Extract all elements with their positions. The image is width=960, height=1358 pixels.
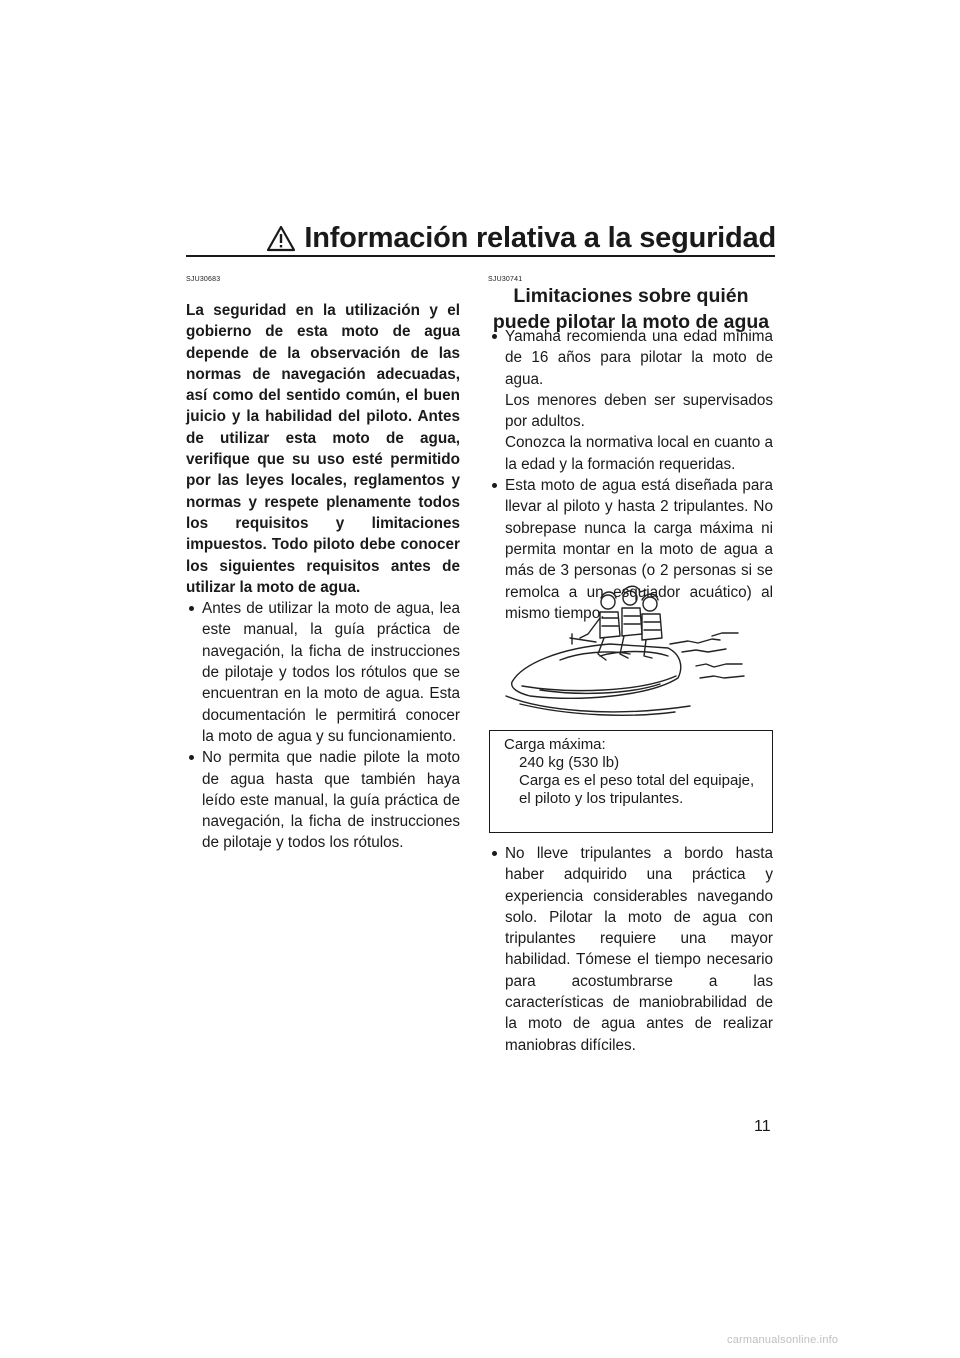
- section-title-line: Limitaciones sobre quién: [513, 285, 749, 307]
- watermark: carmanualsonline.info: [727, 1334, 839, 1346]
- right-bullet-list-2: [489, 843, 773, 1056]
- bullet-line: Los menores deben ser supervisados por adultos.: [505, 391, 773, 431]
- page-title: Información relativa a la seguridad: [304, 222, 776, 254]
- list-item: [489, 326, 773, 475]
- page-number: 11: [754, 1118, 771, 1135]
- section-code: SJU30683: [186, 276, 221, 283]
- section-code: SJU30741: [488, 276, 523, 283]
- capacity-note: Carga es el peso total del equipaje, el piloto y los tripulantes.: [519, 772, 755, 807]
- list-item: Antes de utilizar la moto de agua, lea este manual, la guía práctica de navegación, la ficha de instrucciones de pilotaje y todos los rótulos que se encuentran en la moto de agua. Esta documentación le permitirá conocer la moto de agua y su funcionamiento.: [186, 598, 460, 747]
- header-rule: [186, 255, 775, 257]
- section-title-line: puede pilotar la moto de agua: [492, 311, 770, 333]
- capacity-label: Carga máxima:: [504, 736, 606, 753]
- bullet-line: Conozca la normativa local en cuanto a la edad y la formación requeridas.: [505, 434, 773, 473]
- capacity-value: 240 kg (530 lb): [519, 754, 620, 771]
- list-item: Esta moto de agua está diseñada para llevar al piloto y hasta 2 tripulantes. No sobrepase nunca la carga máxima ni permita montar en la moto de agua a más de 3 personas (o 2 personas si se remolca a un esquiador acuático) al mismo tiempo.: [489, 475, 773, 624]
- left-bullet-list: [186, 598, 460, 854]
- bullet-line: Yamaha recomienda una edad mínima de 16 años para pilotar la moto de agua.: [505, 328, 773, 388]
- page-header: [280, 222, 776, 255]
- watercraft-illustration: [500, 578, 750, 720]
- right-column-bottom: [489, 843, 773, 1056]
- list-item: No permita que nadie pilote la moto de agua hasta que también haya leído este manual, la guía práctica de navegación, la ficha de instrucciones de pilotaje y todos los rótulos.: [186, 747, 460, 853]
- capacity-box: [489, 730, 773, 833]
- left-column: [186, 300, 460, 854]
- safety-intro: La seguridad en la utilización y el gobierno de esta moto de agua depende de la observación de las normas de navegación adecuadas, así como del sentido común, el buen juicio y la habilidad del piloto. Antes de utilizar esta moto de agua, verifique que su uso esté permitido por las leyes locales, reglamentos y normas y respete plenamente todos los requisitos y limitaciones impuestos. Todo piloto debe conocer los siguientes requisitos antes de utilizar la moto de agua.: [186, 302, 460, 596]
- list-item: No lleve tripulantes a bordo hasta haber adquirido una práctica y experiencia considerables navegando solo. Pilotar la moto de agua con tripulantes requiere una mayor habilidad. Tómese el tiempo necesario para acostumbrarse a las características de maniobrabilidad de la moto de agua antes de realizar maniobras difíciles.: [489, 843, 773, 1056]
- warning-triangle-icon: [266, 225, 296, 252]
